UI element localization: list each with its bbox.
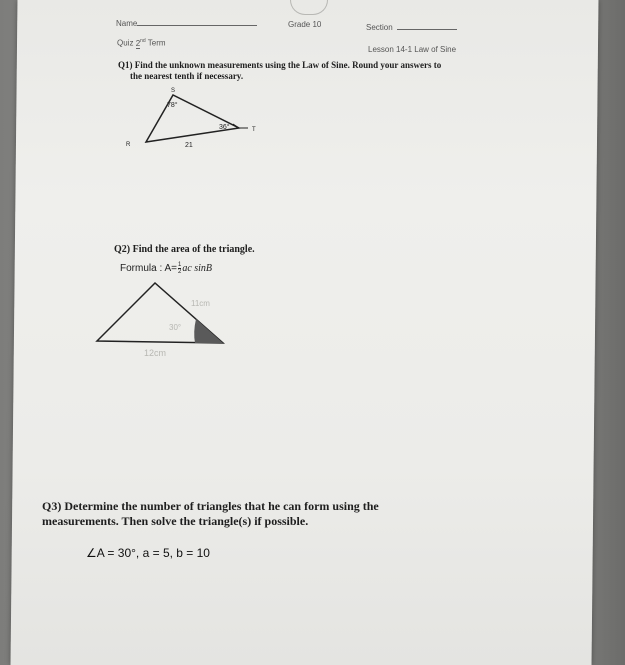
section-field[interactable] — [366, 22, 457, 32]
formula-rest: ac sinB — [182, 263, 213, 275]
q1-triangle-figure — [110, 85, 270, 165]
side-rt-label: 21 — [185, 142, 193, 149]
angle-s-label: 78° — [167, 102, 178, 109]
term-suffix: nd — [140, 38, 146, 44]
term-word: Term — [147, 38, 166, 48]
section-line — [397, 22, 457, 30]
term-number: 2 — [135, 38, 141, 48]
q2-triangle-figure — [95, 280, 235, 360]
angle-t-label: 36° — [219, 124, 230, 131]
lesson-label: Lesson 14-1 Law of Sine — [368, 45, 457, 54]
vertex-t-label: T — [252, 127, 256, 133]
q1-arrow — [233, 124, 248, 128]
vertex-r-label: R — [126, 142, 131, 148]
formula-fraction — [178, 262, 181, 275]
side-a-label: 11cm — [191, 299, 210, 308]
fraction-numerator: 1 — [177, 262, 182, 268]
angle-shade — [194, 319, 223, 343]
section-label: Section — [366, 23, 393, 32]
vertex-s-label: S — [171, 88, 176, 94]
q2-text: Q2) Find the area of the triangle. — [114, 244, 255, 255]
formula-label: Formula : A= — [120, 263, 177, 275]
name-line — [137, 18, 257, 26]
q1-line2: the nearest tenth if necessary. — [130, 71, 244, 81]
quiz-term-label — [117, 38, 166, 48]
q3-line2: measurements. Then solve the triangle(s) if possible. — [42, 514, 309, 528]
fraction-denominator: 2 — [177, 269, 182, 275]
q1-line1: Q1) Find the unknown measurements using the Law of Sine. Round your answers to — [118, 60, 442, 70]
q3-given: ∠A = 30°, a = 5, b = 10 — [86, 546, 210, 560]
q1-triangle — [146, 95, 239, 142]
angle-label: 30° — [169, 323, 182, 332]
q2-formula — [120, 262, 212, 275]
quiz-label: Quiz — [117, 38, 134, 48]
grade-label: Grade 10 — [288, 20, 322, 29]
q3-line1: Q3) Determine the number of triangles that he can form using the — [42, 499, 379, 513]
q1-text — [118, 60, 518, 82]
side-b-label: 12cm — [144, 348, 167, 358]
name-field[interactable] — [116, 18, 257, 28]
q3-text — [42, 499, 512, 529]
name-label: Name — [116, 19, 138, 28]
